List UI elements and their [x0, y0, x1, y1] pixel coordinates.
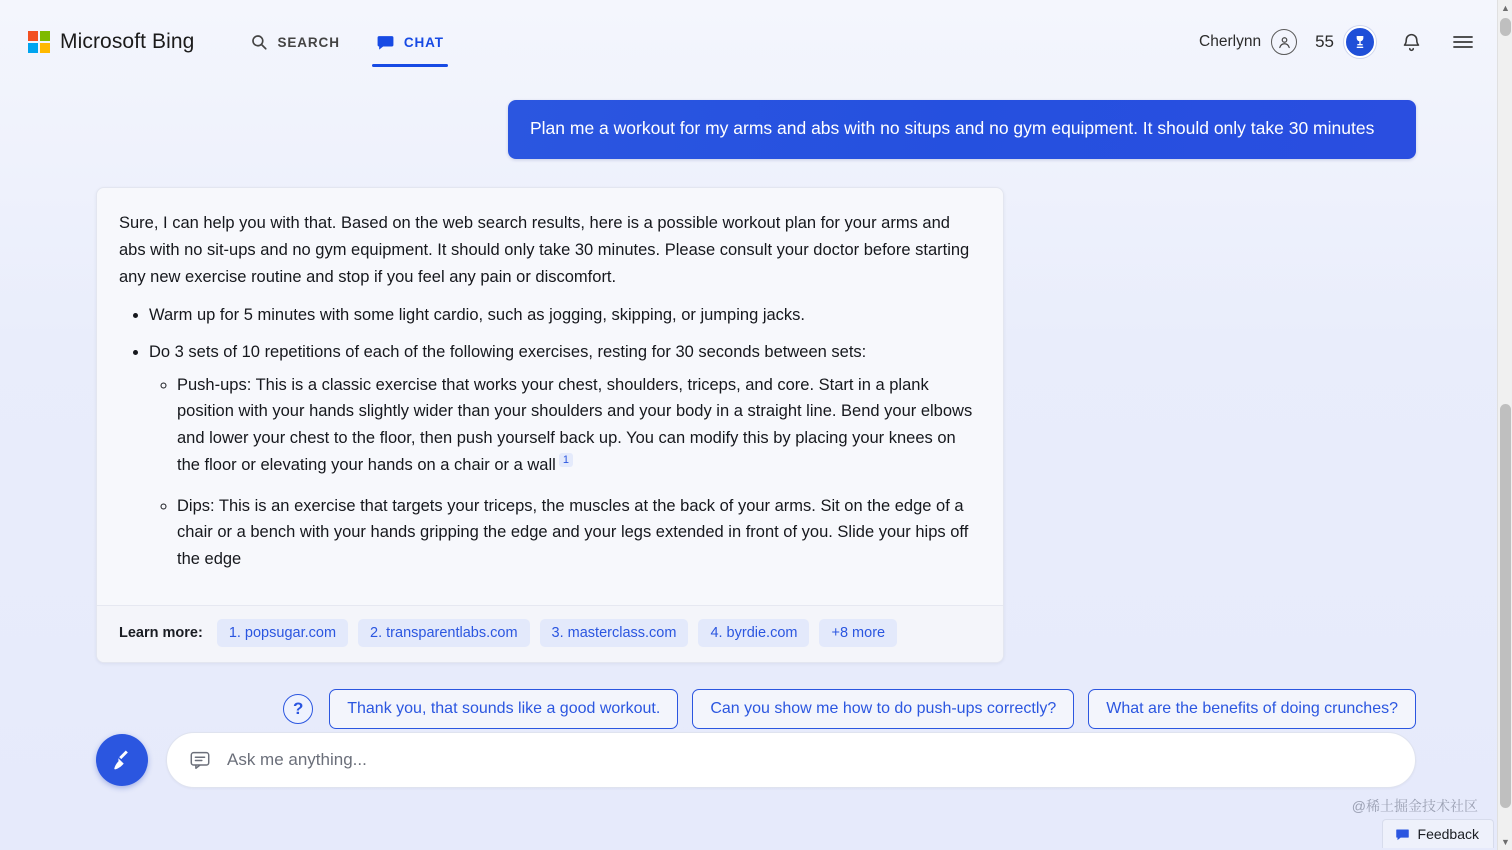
citation-link[interactable]: 1	[559, 453, 573, 467]
bing-brand[interactable]	[28, 30, 194, 54]
source-chip-3[interactable]: 3. masterclass.com	[540, 619, 689, 647]
watermark-label: @稀土掘金技术社区	[1351, 798, 1478, 814]
search-icon	[250, 33, 268, 51]
suggested-replies	[96, 689, 1416, 729]
source-chip-more[interactable]: +8 more	[819, 619, 897, 647]
scroll-up-arrow[interactable]: ▲	[1498, 0, 1512, 16]
new-topic-button[interactable]	[96, 734, 148, 786]
page-scrollbar[interactable]	[1497, 0, 1512, 850]
avatar	[1271, 29, 1297, 55]
bullet-text: Warm up for 5 minutes with some light cardio, such as jogging, skipping, or jumping jacks.	[149, 306, 806, 325]
suggestion-1[interactable]: Thank you, that sounds like a good workout.	[329, 689, 678, 729]
tab-search[interactable]	[232, 0, 357, 84]
list-item	[149, 302, 977, 329]
points-count: 55	[1315, 32, 1334, 51]
chat-area	[0, 100, 1512, 746]
chat-bubble-icon	[376, 33, 395, 52]
feedback-button[interactable]	[1382, 819, 1494, 848]
source-chip-1[interactable]: 1. popsugar.com	[217, 619, 348, 647]
sub-bullet-text: Dips: This is an exercise that targets your triceps, the muscles at the back of your arms. Sit on the edge of a chair or a bench with your hands gripping the edge and your legs extended in front of you. Slide your hips off the edge	[177, 496, 969, 569]
bot-response-body	[97, 188, 1003, 605]
hamburger-menu-icon	[1451, 30, 1475, 54]
list-item	[149, 339, 977, 573]
microsoft-logo-icon	[28, 31, 50, 53]
scrollbar-thumb[interactable]	[1500, 404, 1511, 808]
list-item	[177, 372, 977, 479]
broom-icon	[109, 747, 135, 773]
bot-sub-bullet-list	[149, 372, 977, 573]
tab-search-label: SEARCH	[277, 34, 340, 50]
chat-input[interactable]	[225, 749, 1393, 771]
source-chip-4[interactable]: 4. byrdie.com	[698, 619, 809, 647]
scrollbar-thumb-top[interactable]	[1500, 18, 1511, 36]
header-right	[1199, 25, 1488, 59]
list-item	[177, 493, 977, 573]
user-account[interactable]	[1199, 29, 1297, 55]
bell-icon	[1401, 32, 1422, 53]
question-circle-icon: ?	[283, 694, 313, 724]
top-header	[0, 0, 1512, 84]
bot-response-card	[96, 187, 1004, 663]
source-chip-2[interactable]: 2. transparentlabs.com	[358, 619, 530, 647]
user-name-label: Cherlynn	[1199, 33, 1262, 50]
menu-button[interactable]	[1446, 25, 1480, 59]
bullet-text: Do 3 sets of 10 repetitions of each of the following exercises, resting for 30 seconds between sets:	[149, 343, 867, 361]
suggestion-2[interactable]: Can you show me how to do push-ups correctly?	[692, 689, 1074, 729]
chat-input-wrap[interactable]	[166, 732, 1416, 788]
bot-bullet-list	[119, 302, 977, 572]
learn-more-bar	[97, 605, 1003, 662]
brand-label: Microsoft Bing	[60, 30, 195, 53]
user-message-bubble: Plan me a workout for my arms and abs with no situps and no gym equipment. It should only take 30 minutes	[508, 100, 1416, 159]
scroll-down-arrow[interactable]: ▼	[1498, 834, 1512, 850]
chat-bubble-outline-icon	[189, 749, 211, 771]
bot-intro-text: Sure, I can help you with that. Based on the web search results, here is a possible workout plan for your arms and abs with no sit-ups and no gym equipment. It should only take 30 minutes. Please consult your doctor before starting any new exercise routine and stop if you feel any pain or discomfort.	[119, 214, 970, 286]
nav-tabs	[232, 0, 462, 84]
feedback-icon	[1395, 827, 1410, 842]
rewards-trophy-icon	[1344, 26, 1376, 58]
tab-chat[interactable]	[358, 0, 462, 84]
suggestion-3[interactable]: What are the benefits of doing crunches?	[1088, 689, 1416, 729]
learn-more-label: Learn more:	[119, 624, 203, 641]
composer	[96, 732, 1416, 788]
sub-bullet-text: Push-ups: This is a classic exercise that works your chest, shoulders, triceps, and core. Start in a plank position with your hands slightly wider than your shoulders and your body in a straight line. Bend your elbows and lower your chest to the floor, then push yourself back up. You can modify this by placing your knees on the floor or elevating your hands on a chair or a wall	[177, 375, 973, 474]
feedback-label: Feedback	[1417, 826, 1479, 842]
tab-chat-label: CHAT	[403, 34, 444, 50]
rewards-points[interactable]	[1315, 26, 1376, 58]
notifications-button[interactable]	[1394, 25, 1428, 59]
